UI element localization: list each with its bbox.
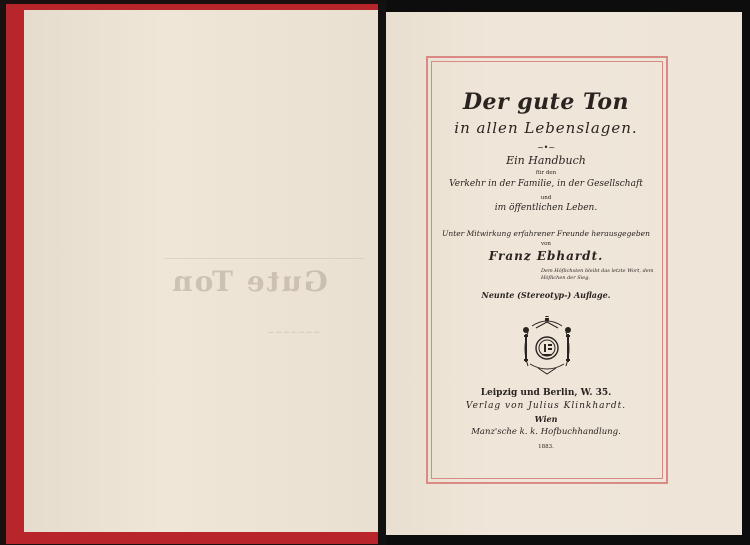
book-title-line2: in allen Lebenslagen.: [454, 119, 638, 137]
publisher-place: Leipzig und Berlin, W. 35.: [480, 388, 612, 398]
book-gutter: [378, 0, 386, 545]
second-place: Wien: [534, 414, 558, 424]
subtitle-line1: Ein Handbuch: [506, 154, 586, 167]
ghost-subtitle-show-through: ~~~~~~~: [267, 328, 321, 338]
von-label: von: [541, 241, 551, 247]
motto: Dem Höflichsten bleibt das letzte Wort, dem Höflichen der Sieg.: [541, 268, 654, 281]
subtitle-small1: für den: [535, 170, 557, 176]
contributors-line: Unter Mitwirkung erfahrener Freunde herausgegeben: [442, 229, 650, 238]
publication-year: 1883.: [538, 444, 554, 450]
subtitle-line3: im öffentlichen Leben.: [494, 203, 598, 213]
ornament: ~•~: [536, 143, 556, 152]
author-name: Franz Ebhardt.: [488, 249, 604, 263]
subtitle-small2: und: [540, 195, 552, 201]
subtitle-line2: Verkehr in der Familie, in der Gesellschaft: [449, 179, 643, 189]
title-page: [386, 12, 742, 535]
title-page-content: [431, 61, 661, 477]
edition-line: Neunte (Stereotyp-) Auflage.: [481, 290, 611, 300]
ghost-rule: [164, 258, 364, 259]
ghost-title-show-through: Gute Ton: [170, 265, 328, 298]
second-publisher: Manz'sche k. k. Hofbuchhandlung.: [471, 427, 621, 437]
book-title: Der gute Ton: [462, 89, 630, 115]
publisher-emblem-icon: [518, 316, 576, 376]
publisher-name: Verlag von Julius Klinkhardt.: [465, 401, 627, 411]
left-endpaper: [24, 10, 378, 532]
